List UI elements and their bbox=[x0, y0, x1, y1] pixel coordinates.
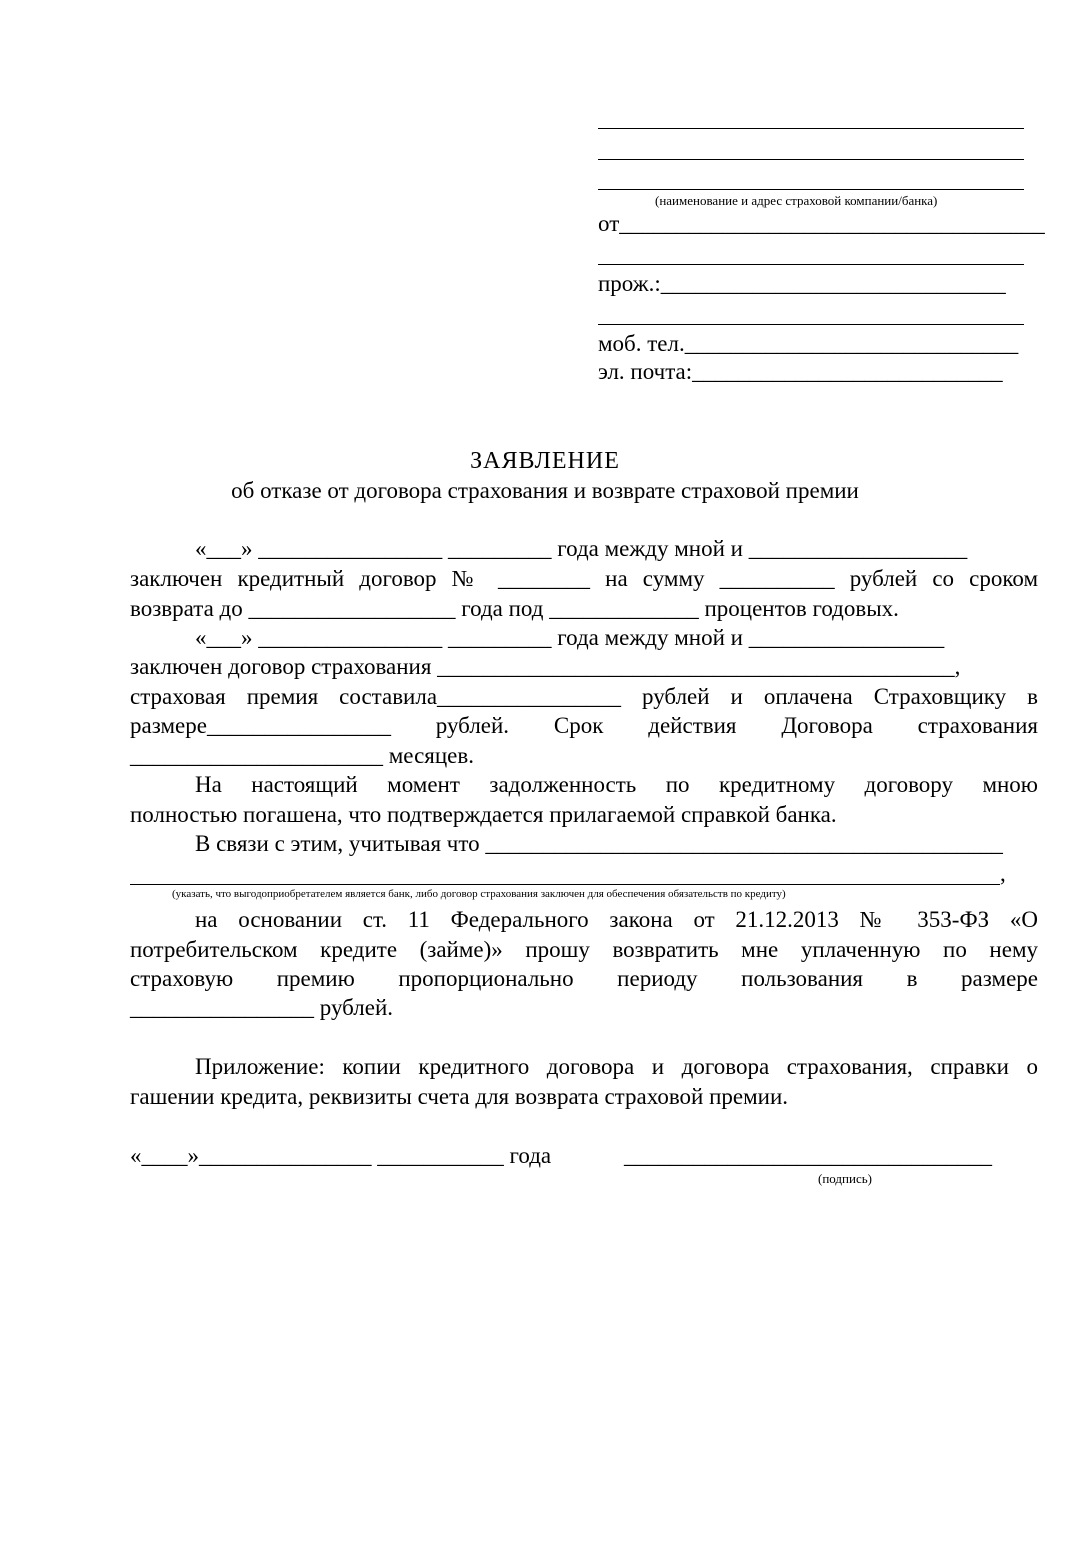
beneficiary-comma: , bbox=[1000, 861, 1006, 886]
footer-date[interactable]: «____»_______________ ___________ года bbox=[130, 1143, 552, 1168]
residence-field[interactable] bbox=[598, 272, 1006, 295]
phone-label: моб. тел. bbox=[598, 331, 685, 356]
signature-line[interactable]: ________________________________ bbox=[624, 1143, 992, 1168]
addressee-line-3[interactable] bbox=[598, 189, 1024, 190]
appendix-line-1: Приложение: копии кредитного договора и договора страхования, справки о bbox=[195, 1054, 1038, 1079]
addressee-line-1[interactable] bbox=[598, 128, 1024, 129]
from-field[interactable] bbox=[598, 212, 1045, 235]
phone-field[interactable] bbox=[598, 332, 1018, 355]
signature-hint: (подпись) bbox=[818, 1171, 872, 1186]
residence-line-2[interactable] bbox=[598, 324, 1024, 325]
body-line-14: потребительском кредите (займе)» прошу возвратить мне уплаченную по нему bbox=[130, 937, 1038, 962]
body-line-15: страховую премию пропорционально периоду пользования в размере bbox=[130, 966, 1038, 991]
email-field[interactable] bbox=[598, 360, 1003, 383]
residence-blank: ______________________________ bbox=[660, 271, 1006, 296]
document-subtitle: об отказе от договора страхования и возврате страховой премии bbox=[231, 478, 859, 503]
appendix-line-2: гашении кредита, реквизиты счета для возврата страховой премии. bbox=[130, 1084, 789, 1109]
body-line-16: ________________ рублей. bbox=[130, 995, 394, 1020]
body-line-2: заключен кредитный договор № ________ на сумму __________ рублей со сроком bbox=[130, 566, 1038, 591]
body-line-11: В связи с этим, учитывая что _____________________________________________ bbox=[195, 831, 1003, 856]
beneficiary-line[interactable] bbox=[130, 884, 1000, 885]
from-line-2[interactable] bbox=[598, 264, 1024, 265]
body-line-10: полностью погашена, что подтверждается прилагаемой справкой банка. bbox=[130, 802, 837, 827]
body-line-1: «___» ________________ _________ года между мной и ___________________ bbox=[195, 536, 968, 561]
body-line-5: заключен договор страхования _____________________________________________, bbox=[130, 654, 961, 679]
body-line-13: на основании ст. 11 Федерального закона от 21.12.2013 № 353-ФЗ «О bbox=[195, 907, 1038, 932]
addressee-line-2[interactable] bbox=[598, 159, 1024, 160]
from-blank: _____________________________________ bbox=[619, 211, 1045, 236]
beneficiary-hint: (указать, что выгодоприобретателем является банк, либо договор страхования заключен для обеспечения обязательств по кредиту) bbox=[172, 888, 786, 900]
email-blank: ___________________________ bbox=[692, 359, 1003, 384]
body-line-7: размере________________ рублей. Срок действия Договора страхования bbox=[130, 713, 1038, 738]
body-line-4: «___» ________________ _________ года между мной и _________________ bbox=[195, 625, 945, 650]
addressee-hint: (наименование и адрес страховой компании/банка) bbox=[655, 193, 938, 208]
body-line-9: На настоящий момент задолженность по кредитному договору мною bbox=[195, 772, 1038, 797]
body-line-6: страховая премия составила________________ рублей и оплачена Страховщику в bbox=[130, 684, 1038, 709]
from-label: от bbox=[598, 211, 620, 236]
phone-blank: _____________________________ bbox=[684, 331, 1019, 356]
document-title: ЗАЯВЛЕНИЕ bbox=[470, 448, 620, 474]
body-line-8: ______________________ месяцев. bbox=[130, 743, 475, 768]
email-label: эл. почта: bbox=[598, 359, 693, 384]
body-line-3: возврата до __________________ года под _____________ процентов годовых. bbox=[130, 596, 899, 621]
residence-label: прож.: bbox=[598, 271, 661, 296]
